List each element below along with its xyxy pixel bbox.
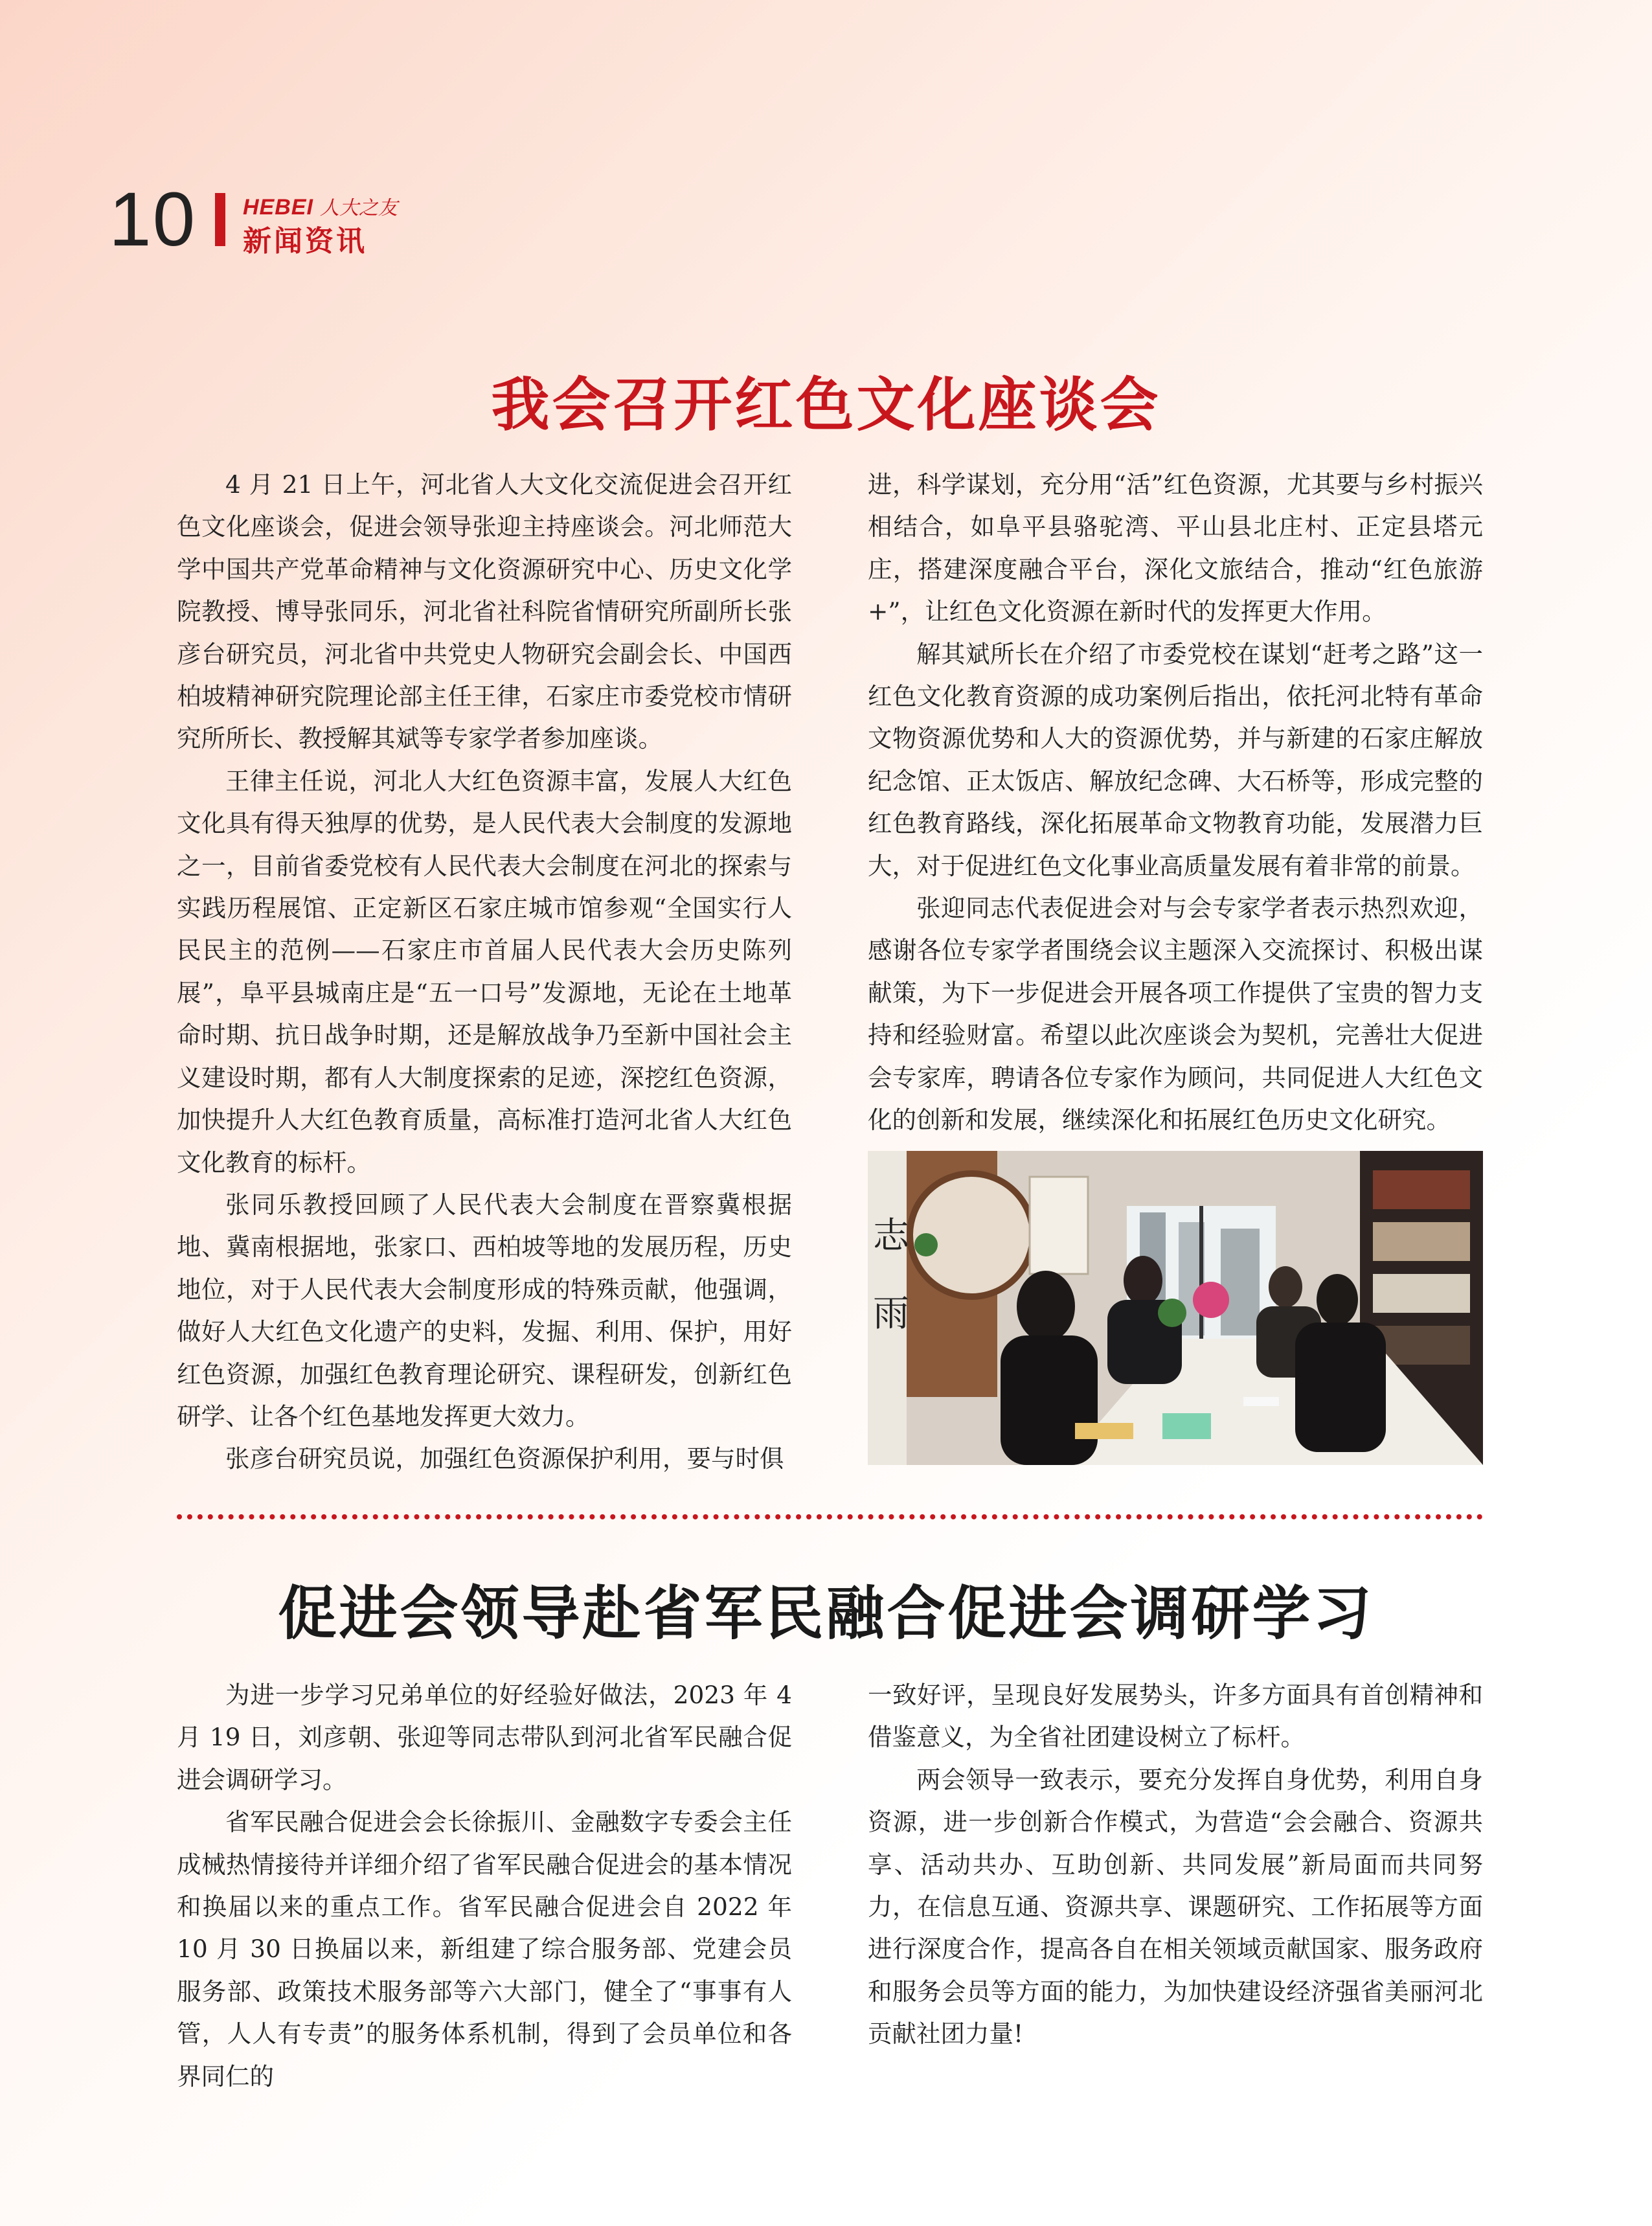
article-2-right-column <box>868 1674 1483 2056</box>
page-number: 10 <box>109 177 197 262</box>
article-1-paragraph: 王律主任说，河北人大红色资源丰富，发展人大红色文化具有得天独厚的优势，是人民代表大会制度的发源地之一，目前省委党校有人民代表大会制度在河北的探索与实践历程展馆、正定新区石家庄城市馆参观“全国实行人民民主的范例——石家庄市首届人民代表大会历史陈列展”，阜平县城南庄是“五一口号”发源地，无论在土地革命时期、抗日战争时期，还是解放战争乃至新中国社会主义建设时期，都有人大制度探索的足迹，深挖红色资源，加快提升人大红色教育质量，高标准打造河北省人大红色文化教育的标杆。 <box>177 766 792 1177</box>
magazine-brand <box>243 192 398 220</box>
header-accent-bar <box>215 193 225 246</box>
article-2-paragraph: 为进一步学习兄弟单位的好经验好做法，2023 年 4 月 19 日，刘彦朝、张迎等同志带队到河北省军民融合促进会调研学习。 <box>177 1681 792 1794</box>
calligraphy-char-1: 志 <box>873 1215 909 1257</box>
article-1-right-column <box>868 464 1483 1142</box>
article-2-left-column <box>177 1674 792 2098</box>
meeting-photo <box>868 1151 1483 1465</box>
article-2-paragraph: 省军民融合促进会会长徐振川、金融数字专委会主任成械热情接待并详细介绍了省军民融合促进会的基本情况和换届以来的重点工作。省军民融合促进会自 2022 年 10 月 30 日换届以来，新组建了综合服务部、党建会员服务部、政策技术服务部等六大部门，健全了“事事有人管，人人有专责”的服务体系机制，得到了会员单位和各界同仁的 <box>177 1808 792 2091</box>
article-1-paragraph: 张迎同志代表促进会对与会专家学者表示热烈欢迎，感谢各位专家学者围绕会议主题深入交流探讨、积极出谋献策，为下一步促进会开展各项工作提供了宝贵的智力支持和经验财富。希望以此次座谈会为契机，完善壮大促进会专家库，聘请各位专家作为顾问，共同促进人大红色文化的创新和发展，继续深化和拓展红色历史文化研究。 <box>868 894 1483 1135</box>
article-1-paragraph: 张同乐教授回顾了人民代表大会制度在晋察冀根据地、冀南根据地，张家口、西柏坡等地的发展历程，历史地位，对于人民代表大会制度形成的特殊贡献，他强调，做好人大红色文化遗产的史料，发掘、利用、保护，用好红色资源，加强红色教育理论研究、课程研发，创新红色研学、让各个红色基地发挥更大效力。 <box>177 1190 792 1431</box>
article-1-left-column <box>177 464 792 1481</box>
article-2-paragraph: 两会领导一致表示，要充分发挥自身优势，利用自身资源，进一步创新合作模式，为营造“会会融合、资源共享、活动共办、互助创新、共同发展”新局面而共同努力，在信息互通、资源共享、课题研究、工作拓展等方面进行深度合作，提高各自在相关领域贡献国家、服务政府和服务会员等方面的能力，为加快建设经济强省美丽河北贡献社团力量! <box>868 1765 1483 2049</box>
brand-chinese: 人大之友 <box>319 197 398 220</box>
section-title: 新闻资讯 <box>243 225 367 258</box>
article-2-title: 促进会领导赴省军民融合促进会调研学习 <box>278 1579 1374 1648</box>
article-2-paragraph-continued: 一致好评，呈现良好发展势头，许多方面具有首创精神和借鉴意义，为全省社团建设树立了标杆。 <box>868 1681 1483 1752</box>
article-1-paragraph: 解其斌所长在介绍了市委党校在谋划“赶考之路”这一红色文化教育资源的成功案例后指出，依托河北特有革命文物资源优势和人大的资源优势，并与新建的石家庄解放纪念馆、正太饭店、解放纪念碑、大石桥等，形成完整的红色教育路线，深化拓展革命文物教育功能，发展潜力巨大，对于促进红色文化事业高质量发展有着非常的前景。 <box>868 639 1483 880</box>
article-1-paragraph: 张彦台研究员说，加强红色资源保护利用，要与时俱 <box>225 1444 784 1473</box>
article-1-paragraph-continued: 进，科学谋划，充分用“活”红色资源，尤其要与乡村振兴相结合，如阜平县骆驼湾、平山县北庄村、正定县塔元庄，搭建深度融合平台，深化文旅结合，推动“红色旅游 +”，让红色文化资源在新时代的发挥更大作用。 <box>868 470 1483 626</box>
article-1-title: 我会召开红色文化座谈会 <box>491 370 1161 439</box>
dotted-divider <box>177 1514 1483 1519</box>
article-1-paragraph: 4 月 21 日上午，河北省人大文化交流促进会召开红色文化座谈会，促进会领导张迎主持座谈会。河北师范大学中国共产党革命精神与文化资源研究中心、历史文化学院教授、博导张同乐，河北省社科院省情研究所副所长张彦台研究员，河北省中共党史人物研究会副会长、中国西柏坡精神研究院理论部主任王律，石家庄市委党校市情研究所所长、教授解其斌等专家学者参加座谈。 <box>177 470 792 753</box>
calligraphy-char-2: 雨 <box>873 1293 909 1335</box>
brand-english: HEBEI <box>243 195 313 220</box>
